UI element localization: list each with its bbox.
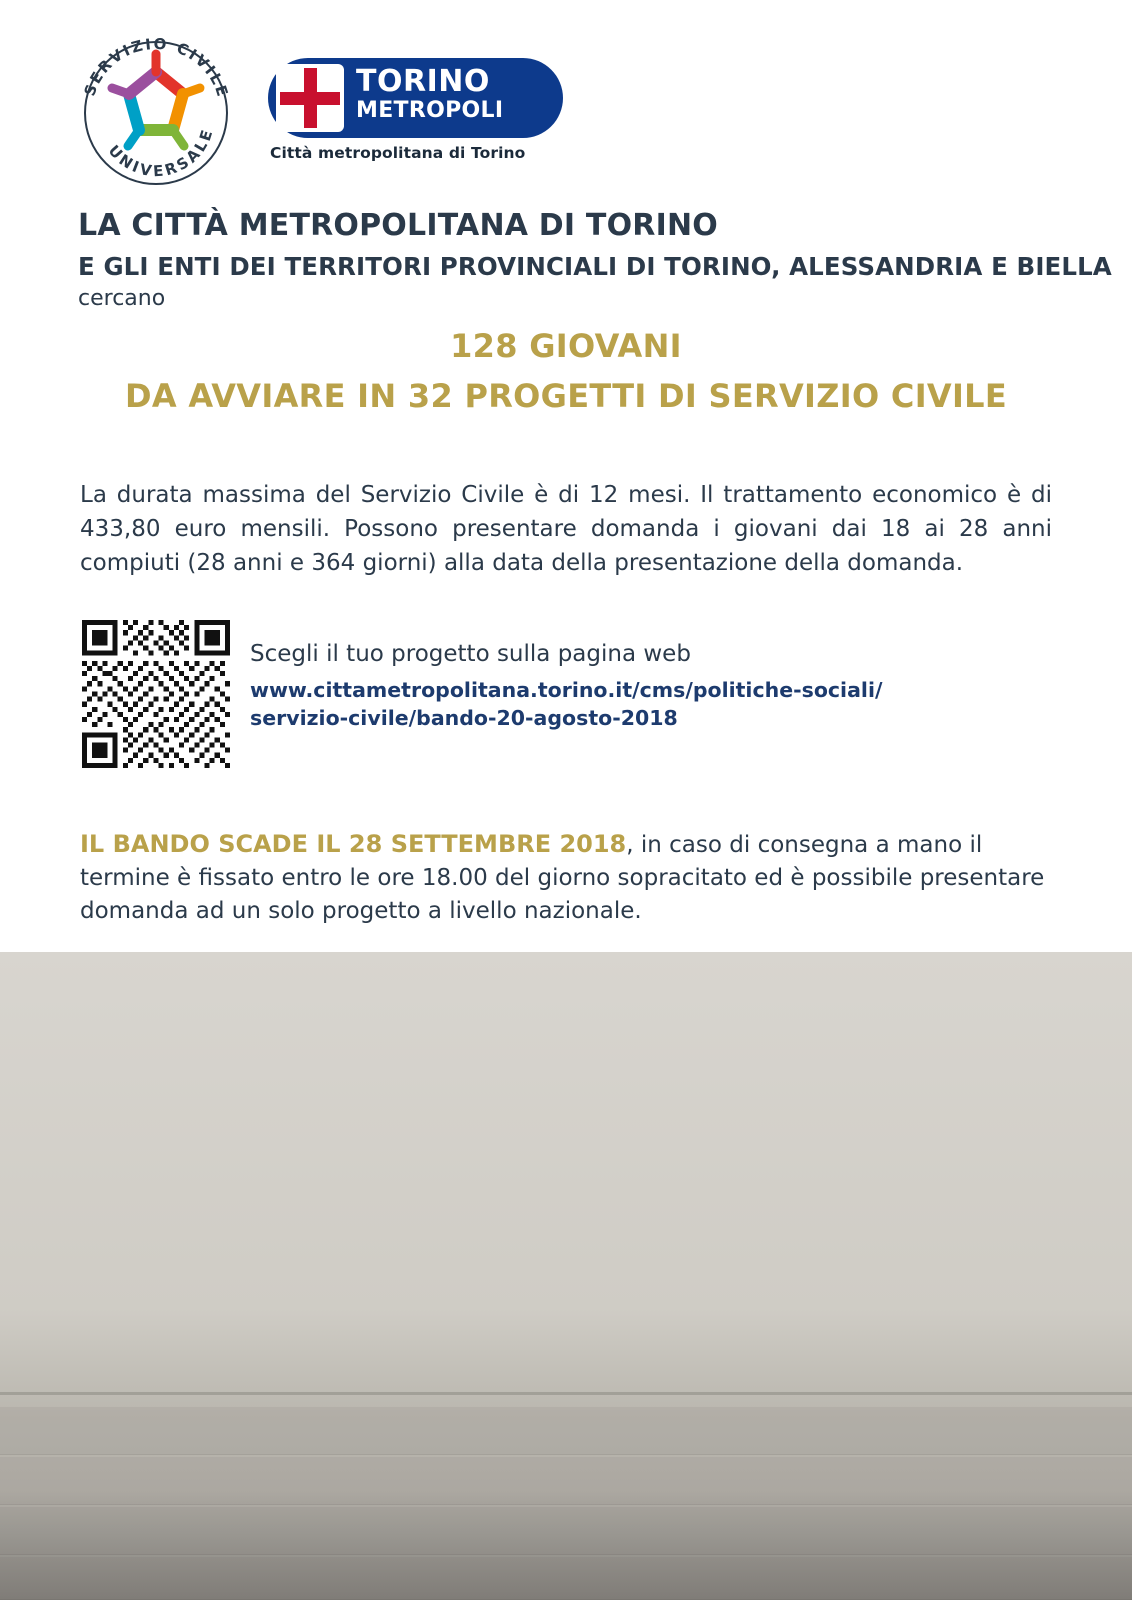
- svg-text:SERVIZIO CIVILE: SERVIZIO CIVILE: [80, 38, 233, 101]
- savoy-cross-icon: [276, 64, 344, 132]
- body-paragraph: La durata massima del Servizio Civile è di 12 mesi. Il trattamento economico è di 433,80 euro mensili. Possono presentare domanda i giovani dai 18 ai 28 anni compiuti (28 anni e 364 giorni) alla data della presentazione della domanda.: [80, 482, 1052, 576]
- deadline-highlight: IL BANDO SCADE IL 28 SETTEMBRE 2018: [80, 830, 627, 858]
- photo-bottom-shadow: [0, 1490, 1132, 1600]
- page-title: LA CITTÀ METROPOLITANA DI TORINO: [78, 208, 718, 243]
- highlight-line-2: DA AVVIARE IN 32 PROGETTI DI SERVIZIO CIVILE: [124, 377, 1008, 415]
- website-url-line-2: servizio-civile/bando-20-agosto-2018: [250, 706, 678, 730]
- citta-metropolitana-subtitle: Città metropolitana di Torino: [270, 144, 526, 162]
- logo-row: [78, 38, 1058, 188]
- website-url[interactable]: [250, 676, 1050, 732]
- highlight-line-1: 128 GIOVANI: [450, 327, 682, 365]
- scu-star-icon: [78, 38, 238, 188]
- page-subtitle: E GLI ENTI DEI TERRITORI PROVINCIALI DI TORINO, ALESSANDRIA E BIELLA: [78, 252, 1112, 281]
- qr-code-image: [82, 620, 230, 768]
- qr-code[interactable]: [82, 620, 230, 768]
- website-url-line-1: www.cittametropolitana.torino.it/cms/politiche-sociali/: [250, 678, 883, 702]
- torino-label: TORINO: [356, 64, 490, 99]
- torino-metropoli-pill: [268, 58, 563, 138]
- servizio-civile-universale-logo: [78, 38, 238, 188]
- torino-metropoli-logo: [268, 58, 638, 188]
- group-of-young-people-photo: [0, 952, 1132, 1600]
- svg-text:UNIVERSALE: UNIVERSALE: [104, 125, 218, 181]
- deadline-paragraph: [80, 828, 1056, 928]
- metropoli-label: METROPOLI: [356, 98, 504, 123]
- web-lead-text: Scegli il tuo progetto sulla pagina web: [250, 641, 691, 667]
- web-info: [250, 638, 1050, 732]
- photo-wall-baseboard: [0, 1392, 1132, 1395]
- torino-metropoli-wordmark: [356, 66, 503, 124]
- heading-verb: cercano: [78, 286, 166, 311]
- deadline-rest: , in caso di consegna a mano il termine è fissato entro le ore 18.00 del giorno sopracitato ed è possibile presentare domanda ad un solo progetto a livello nazionale.: [80, 832, 1045, 924]
